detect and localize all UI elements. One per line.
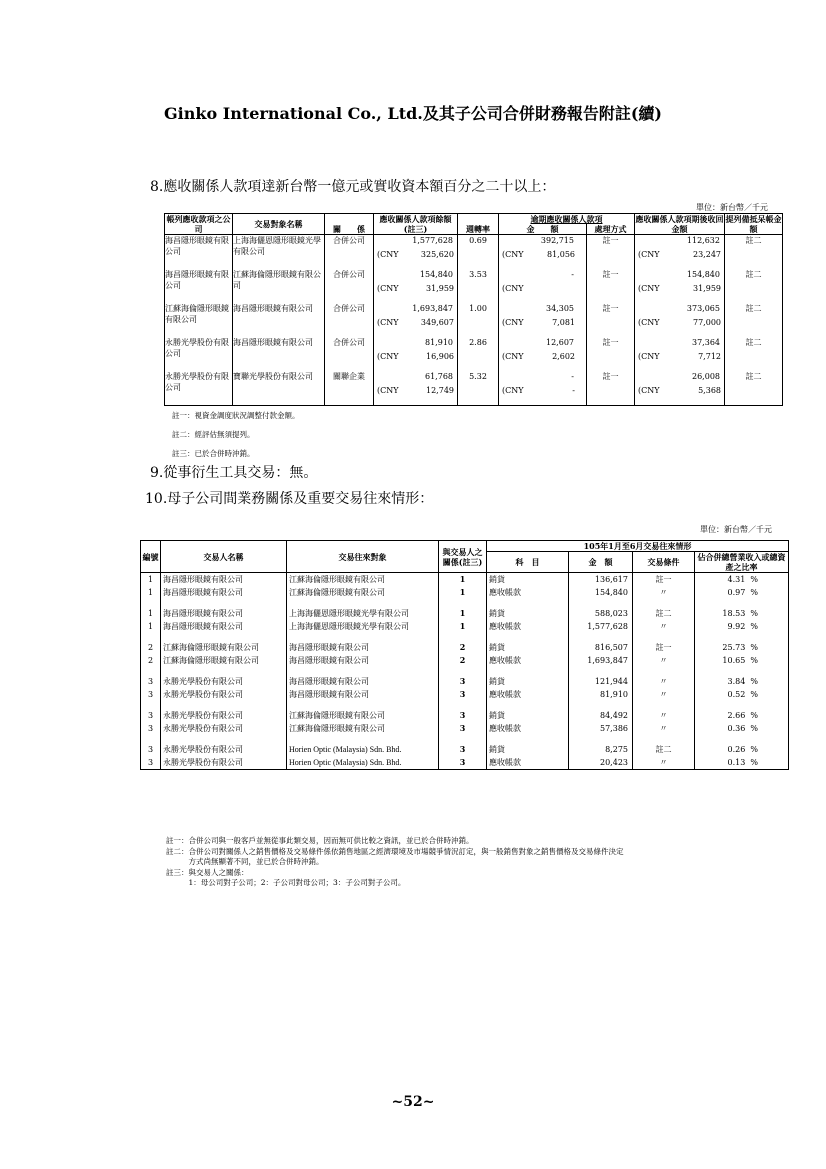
relation-cell: 合併公司	[325, 303, 374, 337]
terms-cell: 註二	[633, 743, 695, 756]
section8-heading: 8.應收關係人款項達新台幣一億元或實收資本額百分之二十以上：	[150, 179, 556, 195]
relation-cell: 3	[439, 743, 487, 756]
company-cell: 永勝光學股份有限公司	[165, 372, 229, 392]
table-row	[141, 756, 789, 770]
company-cell: 海昌隱形眼鏡有限公司	[165, 270, 229, 290]
section10-unit: 單位：新台幣／千元	[700, 525, 772, 534]
terms-cell: 註一	[633, 573, 695, 587]
section10-heading: 10.母子公司間業務關係及重要交易往來情形：	[145, 491, 434, 507]
table-row	[165, 337, 783, 371]
table-row	[165, 235, 783, 270]
overdue-cell: 34,305	[546, 304, 574, 313]
party-cell: 海昌隱形眼鏡有限公司	[161, 607, 287, 620]
header-overdue-method: 處理方式	[587, 224, 635, 235]
header-no: 編號	[141, 541, 161, 573]
counterparty-cell: 上海海儷恩隱形眼鏡光學有限公司	[287, 620, 439, 633]
overdue-cny: 2,602	[552, 352, 575, 361]
terms-cell: 〃	[633, 620, 695, 633]
recovered-cny: 23,247	[693, 250, 721, 259]
relation-cell: 1	[439, 586, 487, 599]
party-cell: 海昌隱形眼鏡有限公司	[161, 620, 287, 633]
cny-prefix: (CNY	[377, 250, 399, 259]
relation-cell: 合併公司	[325, 235, 374, 270]
no-cell: 2	[141, 654, 161, 667]
recovered-cell: 154,840	[686, 270, 720, 279]
ratio-cell	[695, 709, 789, 722]
account-cell: 應收帳款	[487, 654, 569, 667]
note-line: 註三：已於合併時沖銷。	[172, 449, 255, 458]
note-line: 註一：合併公司與一般客戶並無從事此類交易，因而無可供比較之資訊，並已於合併時沖銷。	[166, 836, 474, 845]
account-cell: 應收帳款	[487, 586, 569, 599]
account-cell: 應收帳款	[487, 620, 569, 633]
no-cell: 1	[141, 573, 161, 587]
allowance-cell: 註二	[725, 269, 783, 303]
ratio-cell	[695, 722, 789, 735]
allowance-cell: 註二	[725, 303, 783, 337]
overdue-cny: 81,056	[547, 250, 575, 259]
relation-cell: 1	[439, 620, 487, 633]
balance-cny: 16,906	[426, 352, 454, 361]
relation-cell: 3	[439, 675, 487, 688]
balance-cny: 325,620	[420, 250, 454, 259]
no-cell: 3	[141, 743, 161, 756]
table-row	[141, 722, 789, 735]
terms-cell: 〃	[633, 688, 695, 701]
party-cell: 永勝光學股份有限公司	[161, 709, 287, 722]
no-cell: 3	[141, 709, 161, 722]
method-cell: 註一	[587, 235, 635, 270]
allowance-cell: 註二	[725, 337, 783, 371]
party-cell: 海昌隱形眼鏡有限公司	[161, 573, 287, 587]
ratio-value: 0.36	[727, 724, 746, 733]
no-cell: 3	[141, 756, 161, 770]
header-party: 交易人名稱	[161, 541, 287, 573]
percent-sign: %	[750, 690, 759, 699]
terms-cell: 註一	[633, 641, 695, 654]
amount-cell: 84,492	[569, 709, 633, 722]
overdue-cny	[575, 283, 583, 294]
balance-cny: 12,749	[426, 386, 454, 395]
account-cell: 銷貨	[487, 675, 569, 688]
percent-sign: %	[750, 711, 759, 720]
method-cell: 註一	[587, 269, 635, 303]
balance-cell: 1,577,628	[412, 236, 453, 245]
recovered-cny: 5,368	[698, 386, 721, 395]
cny-prefix: (CNY	[502, 386, 524, 395]
turnover-cell: 5.32	[458, 371, 499, 406]
turnover-cell: 0.69	[458, 235, 499, 270]
recovered-cny: 31,959	[693, 284, 721, 293]
table-row	[165, 303, 783, 337]
amount-cell: 588,023	[569, 607, 633, 620]
party-cell: 永勝光學股份有限公司	[161, 675, 287, 688]
page-title: Ginko International Co., Ltd.及其子公司合併財務報告附註(續)	[164, 104, 662, 123]
terms-cell: 〃	[633, 654, 695, 667]
balance-cell: 154,840	[419, 270, 453, 279]
amount-cell: 1,577,628	[569, 620, 633, 633]
ratio-value: 0.97	[727, 588, 746, 597]
no-cell: 1	[141, 607, 161, 620]
counterparty-cell: 海昌隱形眼鏡有限公司	[287, 654, 439, 667]
counterparty-cell: 海昌隱形眼鏡有限公司	[233, 304, 313, 313]
amount-cell: 816,507	[569, 641, 633, 654]
party-cell: 永勝光學股份有限公司	[161, 688, 287, 701]
balance-cell: 61,768	[425, 372, 453, 381]
relation-cell: 1	[439, 573, 487, 587]
terms-cell: 〃	[633, 709, 695, 722]
cny-prefix: (CNY	[377, 352, 399, 361]
spacer-row	[141, 633, 789, 641]
account-cell: 應收帳款	[487, 688, 569, 701]
cny-prefix: (CNY	[638, 250, 660, 259]
ratio-value: 4.31	[727, 575, 746, 584]
amount-cell: 8,275	[569, 743, 633, 756]
ratio-cell	[695, 641, 789, 654]
counterparty-cell: 上海海儷恩隱形眼鏡光學有限公司	[233, 236, 321, 256]
ratio-cell	[695, 620, 789, 633]
relation-cell: 3	[439, 688, 487, 701]
counterparty-cell: 海昌隱形眼鏡有限公司	[233, 338, 313, 347]
table-row	[165, 269, 783, 303]
party-cell: 江蘇海倫隱形眼鏡有限公司	[161, 641, 287, 654]
account-cell: 銷貨	[487, 743, 569, 756]
account-cell: 應收帳款	[487, 722, 569, 735]
note-line: 註二：合併公司對關係人之銷售價格及交易條件係依銷售地區之經濟環境及市場競爭情況訂定，與一般銷售對象之銷售價格及交易條件決定	[166, 846, 624, 856]
no-cell: 3	[141, 688, 161, 701]
relation-cell: 3	[439, 722, 487, 735]
ratio-cell	[695, 756, 789, 770]
amount-cell: 57,386	[569, 722, 633, 735]
table-row	[141, 607, 789, 620]
spacer-row	[141, 701, 789, 709]
counterparty-cell: 上海海儷恩隱形眼鏡光學有限公司	[287, 607, 439, 620]
no-cell: 1	[141, 620, 161, 633]
header-relation: 與交易人之關係(註三)	[439, 541, 487, 573]
counterparty-cell: 海昌隱形眼鏡有限公司	[287, 688, 439, 701]
amount-cell: 121,944	[569, 675, 633, 688]
no-cell: 3	[141, 675, 161, 688]
header-ratio: 佔合併總營業收入或總資產之比率	[695, 552, 789, 573]
note-line: 註一：視資金調度狀況調整付款金額。	[172, 411, 300, 420]
header-terms: 交易條件	[633, 552, 695, 573]
counterparty-cell: 江蘇海倫隱形眼鏡有限公司	[287, 586, 439, 599]
method-cell: 註一	[587, 337, 635, 371]
cny-prefix: (CNY	[638, 284, 660, 293]
table-row	[141, 654, 789, 667]
ratio-cell	[695, 607, 789, 620]
note-line: 註三：與交易人之關係：	[166, 867, 249, 877]
terms-cell: 〃	[633, 756, 695, 770]
overdue-cny: 7,081	[552, 318, 575, 327]
ratio-value: 0.13	[727, 758, 746, 767]
amount-cell: 154,840	[569, 586, 633, 599]
account-cell: 銷貨	[487, 573, 569, 587]
table-row	[141, 675, 789, 688]
ratio-value: 25.73	[722, 643, 746, 652]
company-cell: 永勝光學股份有限公司	[165, 338, 229, 358]
amount-cell: 1,693,847	[569, 654, 633, 667]
ratio-cell	[695, 586, 789, 599]
percent-sign: %	[750, 575, 759, 584]
spacer-row	[141, 667, 789, 675]
cny-prefix: (CNY	[502, 318, 524, 327]
section8-unit: 單位：新台幣／千元	[696, 203, 768, 212]
percent-sign: %	[750, 643, 759, 652]
ratio-cell	[695, 675, 789, 688]
account-cell: 銷貨	[487, 641, 569, 654]
intercompany-table	[140, 540, 789, 770]
header-balance: 應收關係人款項餘額(註三)	[374, 214, 458, 235]
overdue-cell: -	[571, 270, 574, 279]
table-row	[141, 641, 789, 654]
relation-cell: 3	[439, 756, 487, 770]
allowance-cell: 註二	[725, 235, 783, 270]
account-cell: 銷貨	[487, 607, 569, 620]
relation-cell: 3	[439, 709, 487, 722]
overdue-cell: 12,607	[546, 338, 574, 347]
recovered-cell: 112,632	[686, 236, 720, 245]
relation-cell: 合併公司	[325, 337, 374, 371]
cny-prefix: (CNY	[502, 352, 524, 361]
terms-cell: 註二	[633, 607, 695, 620]
party-cell: 江蘇海倫隱形眼鏡有限公司	[161, 654, 287, 667]
overdue-cny: -	[572, 386, 575, 395]
company-cell: 海昌隱形眼鏡有限公司	[165, 236, 229, 256]
no-cell: 3	[141, 722, 161, 735]
percent-sign: %	[750, 609, 759, 618]
cny-prefix: (CNY	[502, 250, 524, 259]
turnover-cell: 3.53	[458, 269, 499, 303]
header-overdue: 逾期應收關係人款項	[499, 214, 635, 225]
section9-heading: 9.從事衍生工具交易：無。	[150, 465, 318, 481]
table-row	[141, 573, 789, 587]
header-group: 105年1月至6月交易往來情形	[487, 541, 789, 552]
counterparty-cell: 江蘇海倫隱形眼鏡有限公司	[287, 573, 439, 587]
counterparty-cell: Horien Optic (Malaysia) Sdn. Bhd.	[287, 756, 439, 770]
table-row	[141, 620, 789, 633]
turnover-cell: 2.86	[458, 337, 499, 371]
relation-cell: 1	[439, 607, 487, 620]
header-turnover: 週轉率	[458, 214, 499, 235]
spacer-row	[141, 599, 789, 607]
header-account: 科 目	[487, 552, 569, 573]
cny-prefix: (CNY	[377, 318, 399, 327]
table-row	[141, 709, 789, 722]
recovered-cell: 37,364	[692, 338, 720, 347]
amount-cell: 136,617	[569, 573, 633, 587]
percent-sign: %	[750, 745, 759, 754]
ratio-value: 9.92	[727, 622, 746, 631]
ratio-value: 0.26	[727, 745, 746, 754]
balance-cell: 81,910	[425, 338, 453, 347]
amount-cell: 20,423	[569, 756, 633, 770]
balance-cell: 1,693,847	[412, 304, 453, 313]
relation-cell: 2	[439, 654, 487, 667]
no-cell: 1	[141, 586, 161, 599]
header-counterparty: 交易往來對象	[287, 541, 439, 573]
account-cell: 銷貨	[487, 709, 569, 722]
method-cell: 註一	[587, 303, 635, 337]
percent-sign: %	[750, 758, 759, 767]
company-cell: 江蘇海倫隱形眼鏡有限公司	[165, 304, 229, 324]
section8-notes	[172, 406, 300, 463]
counterparty-cell: 寶聯光學股份有限公司	[233, 372, 313, 381]
terms-cell: 〃	[633, 675, 695, 688]
balance-cny: 349,607	[420, 318, 454, 327]
percent-sign: %	[750, 656, 759, 665]
relation-cell: 2	[439, 641, 487, 654]
header-allowance: 提列備抵呆帳金額	[725, 214, 782, 234]
overdue-cell: -	[571, 372, 574, 381]
party-cell: 永勝光學股份有限公司	[161, 722, 287, 735]
counterparty-cell: 江蘇海倫隱形眼鏡有限公司	[287, 709, 439, 722]
account-cell: 應收帳款	[487, 756, 569, 770]
ratio-value: 18.53	[722, 609, 746, 618]
ratio-value: 10.65	[722, 656, 746, 665]
amount-cell: 81,910	[569, 688, 633, 701]
ratio-value: 2.66	[727, 711, 746, 720]
cny-prefix: (CNY	[638, 386, 660, 395]
recovered-cell: 373,065	[686, 304, 720, 313]
method-cell: 註一	[587, 371, 635, 406]
table-row	[141, 586, 789, 599]
counterparty-cell: Horien Optic (Malaysia) Sdn. Bhd.	[287, 743, 439, 756]
cny-prefix: (CNY	[377, 284, 399, 293]
overdue-cell: 392,715	[540, 236, 574, 245]
percent-sign: %	[750, 724, 759, 733]
no-cell: 2	[141, 641, 161, 654]
note-line: 註二：經評估無須提列。	[172, 430, 255, 439]
party-cell: 永勝光學股份有限公司	[161, 756, 287, 770]
ratio-value: 3.84	[727, 677, 746, 686]
cny-prefix: (CNY	[638, 352, 660, 361]
header-company: 帳列應收款項之公司	[166, 214, 231, 234]
note-line: 方式尚無顯著不同，並已於合併時沖銷。	[166, 857, 324, 866]
ratio-cell	[695, 688, 789, 701]
receivables-table	[164, 213, 783, 406]
header-recovered: 應收關係人款項期後收回金額	[635, 214, 724, 234]
counterparty-cell: 海昌隱形眼鏡有限公司	[287, 675, 439, 688]
ratio-cell	[695, 743, 789, 756]
ratio-cell	[695, 573, 789, 587]
counterparty-cell: 江蘇海倫隱形眼鏡有限公司	[233, 270, 321, 290]
table-row	[141, 688, 789, 701]
percent-sign: %	[750, 588, 759, 597]
balance-cny: 31,959	[426, 284, 454, 293]
header-counterparty: 交易對象名稱	[233, 214, 325, 235]
counterparty-cell: 江蘇海倫隱形眼鏡有限公司	[287, 722, 439, 735]
ratio-cell	[695, 654, 789, 667]
recovered-cell: 26,008	[692, 372, 720, 381]
cny-prefix: (CNY	[377, 386, 399, 395]
table-row	[165, 371, 783, 406]
percent-sign: %	[750, 622, 759, 631]
percent-sign: %	[750, 677, 759, 686]
relation-cell: 合併公司	[325, 269, 374, 303]
table-row	[141, 743, 789, 756]
ratio-value: 0.52	[727, 690, 746, 699]
page-number: ~52~	[391, 1094, 435, 1110]
recovered-cny: 77,000	[693, 318, 721, 327]
spacer-row	[141, 735, 789, 743]
cny-prefix: (CNY	[502, 284, 524, 293]
terms-cell: 〃	[633, 586, 695, 599]
recovered-cny: 7,712	[698, 352, 721, 361]
turnover-cell: 1.00	[458, 303, 499, 337]
cny-prefix: (CNY	[638, 318, 660, 327]
party-cell: 永勝光學股份有限公司	[161, 743, 287, 756]
relation-cell: 關聯企業	[325, 371, 374, 406]
party-cell: 海昌隱形眼鏡有限公司	[161, 586, 287, 599]
allowance-cell: 註二	[725, 371, 783, 406]
counterparty-cell: 海昌隱形眼鏡有限公司	[287, 641, 439, 654]
header-relation: 關 係	[325, 214, 374, 235]
header-amount: 金 額	[569, 552, 633, 573]
header-overdue-amount: 金 額	[499, 224, 587, 235]
terms-cell: 〃	[633, 722, 695, 735]
section10-notes	[166, 836, 624, 889]
note-line: 1：母公司對子公司；2：子公司對母公司；3：子公司對子公司。	[166, 878, 406, 887]
